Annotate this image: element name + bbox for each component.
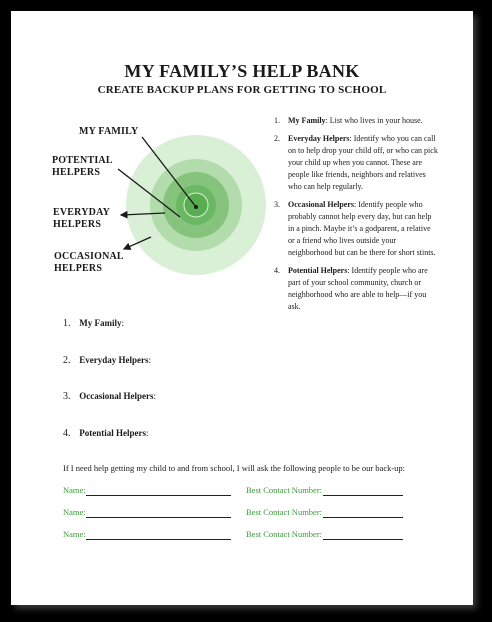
contact-number-label: Best Contact Number:	[246, 529, 323, 539]
worksheet-term: Everyday Helpers	[79, 355, 149, 365]
definition-number: 3.	[274, 200, 280, 209]
worksheet-field-potential-helpers[interactable]	[63, 428, 149, 439]
label-everyday-helpers	[53, 207, 110, 231]
name-label: Name:	[63, 529, 86, 539]
page-subtitle: CREATE BACKUP PLANS FOR GETTING TO SCHOOL	[97, 84, 387, 96]
definition-item	[274, 133, 439, 193]
page-title: MY FAMILY’S HELP BANK	[124, 61, 360, 81]
label-potential-line2: HELPERS	[52, 167, 101, 178]
contact-number-label: Best Contact Number:	[246, 485, 323, 495]
worksheet-suffix: :	[153, 391, 157, 401]
definition-text: : Identify people who are part of your school community, church or neighborhood who are able to help—if you ask.	[288, 266, 428, 311]
definition-item	[274, 199, 439, 259]
definition-number: 2.	[274, 134, 280, 143]
name-label: Name:	[63, 507, 86, 517]
label-everyday-line1: EVERYDAY	[53, 207, 111, 218]
label-potential-line1: POTENTIAL	[52, 155, 113, 166]
contact-number-line[interactable]	[323, 539, 403, 540]
definition-item	[274, 265, 439, 313]
worksheet-number: 1.	[63, 318, 71, 329]
backup-contact-row	[63, 485, 473, 499]
backup-contact-row	[63, 529, 473, 543]
worksheet-field-everyday-helpers[interactable]	[63, 355, 151, 366]
name-line[interactable]	[86, 517, 231, 518]
definition-number: 4.	[274, 266, 280, 275]
label-my-family	[79, 126, 138, 138]
definition-number: 1.	[274, 116, 280, 125]
label-everyday-line2: HELPERS	[53, 219, 102, 230]
worksheet-term: My Family	[79, 318, 122, 328]
worksheet-term: Potential Helpers	[79, 428, 146, 438]
contact-number-line[interactable]	[323, 517, 403, 518]
worksheet-field-my-family[interactable]	[63, 318, 124, 329]
definitions-list	[274, 115, 439, 319]
worksheet-number: 4.	[63, 428, 71, 439]
backup-intro: If I need help getting my child to and from school, I will ask the following people to be our back-up:	[63, 463, 406, 473]
definition-item	[274, 115, 439, 127]
label-occasional-helpers	[54, 251, 124, 275]
worksheet-field-occasional-helpers[interactable]	[63, 391, 156, 402]
label-my-family-text: MY FAMILY	[79, 126, 139, 137]
definition-text: : Identify who you can call on to help drop your child off, or who can pick your child up when you cannot. These are people like friends, neighbors and relatives who can help regularly.	[288, 134, 438, 191]
worksheet-suffix: :	[121, 318, 125, 328]
definition-term: My Family	[288, 116, 326, 125]
name-line[interactable]	[86, 539, 231, 540]
definition-term: Occasional Helpers	[288, 200, 354, 209]
label-occasional-line1: OCCASIONAL	[54, 251, 124, 262]
worksheet-suffix: :	[148, 355, 152, 365]
contact-number-line[interactable]	[323, 495, 403, 496]
worksheet-term: Occasional Helpers	[79, 391, 154, 401]
backup-contact-row	[63, 507, 473, 521]
definition-term: Potential Helpers	[288, 266, 348, 275]
definition-text: : List who lives in your house.	[325, 116, 423, 125]
definition-text: : Identify people who probably cannot help every day, but can help in a pinch. Maybe it’s a godparent, a relative or a friend who lives outside your neighborhood but can be there for short stints.	[288, 200, 436, 257]
label-occasional-line2: HELPERS	[54, 263, 103, 274]
document-page	[11, 11, 473, 605]
definition-term: Everyday Helpers	[288, 134, 350, 143]
worksheet-number: 3.	[63, 391, 71, 402]
name-label: Name:	[63, 485, 86, 495]
label-potential-helpers	[52, 155, 113, 179]
contact-number-label: Best Contact Number:	[246, 507, 323, 517]
worksheet-number: 2.	[63, 355, 71, 366]
worksheet-suffix: :	[146, 428, 149, 438]
name-line[interactable]	[86, 495, 231, 496]
